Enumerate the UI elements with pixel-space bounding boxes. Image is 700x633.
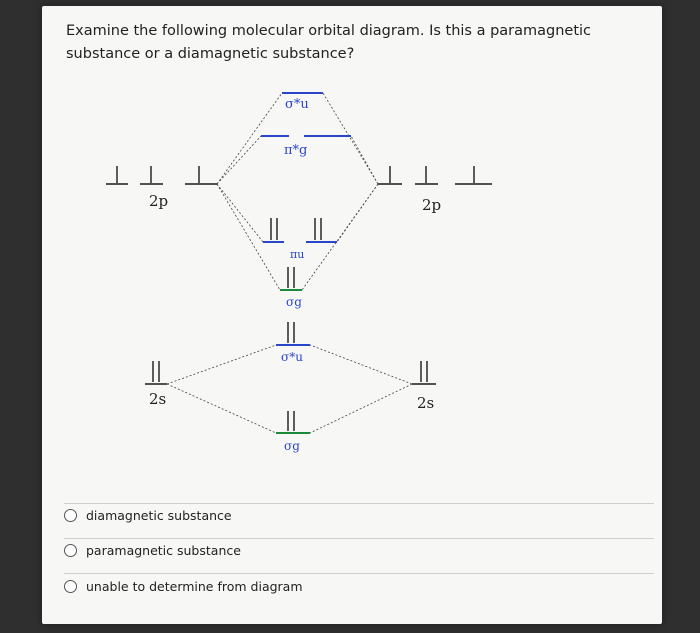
option-diamagnetic[interactable]	[64, 500, 232, 530]
pi-u-label: πu	[290, 248, 305, 261]
option-label: paramagnetic substance	[86, 542, 241, 558]
left-2p-label: 2p	[149, 192, 169, 210]
option-label: diamagnetic substance	[86, 507, 232, 523]
mo-diagram	[42, 6, 662, 486]
question-text: Examine the following molecular orbital diagram. Is this a paramagnetic substance or a diamagnetic substance?	[66, 23, 592, 62]
radio-icon[interactable]	[64, 544, 77, 557]
question-card	[42, 6, 662, 624]
option-unable-to-determine[interactable]	[64, 571, 303, 601]
radio-icon[interactable]	[64, 509, 77, 522]
right-2p-label: 2p	[422, 196, 442, 214]
right-2s-label: 2s	[417, 394, 435, 412]
left-2s-label: 2s	[149, 390, 167, 408]
pi-star-g-label: π*g	[284, 143, 308, 158]
option-paramagnetic[interactable]	[64, 535, 241, 565]
sigma-g-2s-label: σg	[284, 439, 300, 453]
sigma-star-u-2s-label: σ*u	[281, 350, 303, 364]
sigma-star-u-2p-label: σ*u	[285, 97, 309, 112]
radio-icon[interactable]	[64, 580, 77, 593]
sigma-g-2p-label: σg	[286, 295, 302, 309]
option-label: unable to determine from diagram	[86, 578, 303, 594]
